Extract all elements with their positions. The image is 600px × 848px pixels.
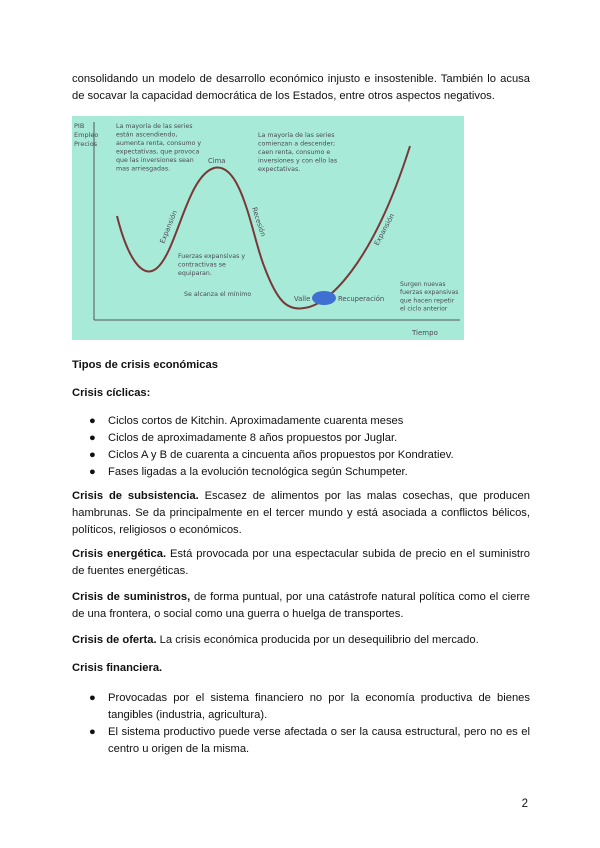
bullet-icon: ● (89, 692, 96, 704)
section-title: Tipos de crisis económicas (72, 359, 218, 371)
x-axis-label: Tiempo (412, 329, 438, 337)
financial-crisis-list (72, 690, 530, 758)
offer-crisis-paragraph: Crisis de oferta. La crisis económica producida por un desequilibrio del mercado. (72, 634, 479, 646)
supply-crisis-paragraph: Crisis de suministros, de forma puntual, por una catástrofe natural política como el cierre de una frontera, o social como una guerra o huelga de transportes. (72, 591, 530, 620)
cyclic-crisis-list (72, 413, 530, 481)
list-item: ● Ciclos cortos de Kitchin. Aproximadamente cuarenta meses (72, 413, 530, 430)
bullet-icon: ● (89, 415, 96, 427)
expansion-note: La mayoría de las series están ascendiendo, aumenta renta, consumo y expectativas, que provoca que las inversiones sean mas arriesgadas. (116, 123, 202, 173)
recovery-label: Recuperación (338, 295, 385, 303)
list-item: ● Provocadas por el sistema financiero no por la economía productiva de bienes tangibles (industria, agricultura). (89, 692, 530, 721)
y-axis-label: PIB Empleo Precios (74, 122, 99, 148)
energy-crisis-paragraph: Crisis energética. Está provocada por una espectacular subida de precio en el suministro de fuentes energéticas. (72, 548, 530, 577)
list-item: ● El sistema productivo puede verse afectada o ser la causa estructural, pero no es el centro u origen de la misma. (89, 726, 530, 755)
equilibrium-note: Fuerzas expansivas y contractivas se equiparan. (178, 253, 246, 277)
page-number: 2 (521, 798, 528, 810)
bullet-icon: ● (89, 432, 96, 444)
list-item: ● Ciclos de aproximadamente 8 años propuestos por Juglar. (72, 430, 530, 447)
list-item: ● Ciclos A y B de cuarenta a cincuenta años propuestos por Kondratiev. (72, 447, 530, 464)
bullet-icon: ● (89, 449, 96, 461)
expansion-phase-label: Expansión (158, 209, 179, 245)
recession-phase-label: Recesión (250, 206, 268, 238)
cyclic-crisis-heading: Crisis cíclicas: (72, 387, 151, 399)
list-item: ● Fases ligadas a la evolución tecnológica según Schumpeter. (72, 464, 530, 481)
business-cycle-figure (72, 116, 464, 340)
subsistence-crisis-paragraph: Crisis de subsistencia. Escasez de alimentos por las malas cosechas, que producen hambrunas. Se da principalmente en el tercer mundo y está asociada a conflictos bélicos, políticos, religiosos o económicos. (72, 490, 530, 536)
recession-note: La mayoría de las series comienzan a descender; caen renta, consumo e inversiones y con ello las expectativas. (258, 132, 338, 173)
intro-paragraph: consolidando un modelo de desarrollo económico injusto e insostenible. También lo acusa de socavar la capacidad democrática de los Estados, entre otros aspectos negativos. (72, 73, 530, 102)
peak-label: Cima (208, 157, 226, 165)
new-forces-note: Surgen nuevas fuerzas expansivas que hacen repetir el ciclo anterior (400, 281, 459, 313)
trough-label: Valle (294, 295, 311, 303)
business-cycle-diagram (72, 116, 464, 340)
recovery-dot (312, 291, 336, 305)
bullet-icon: ● (89, 466, 96, 478)
bullet-icon: ● (89, 726, 96, 738)
financial-crisis-heading: Crisis financiera. (72, 662, 163, 674)
minimum-label: Se alcanza el mínimo (184, 291, 252, 298)
second-expansion-phase-label: Expansión (372, 212, 397, 247)
